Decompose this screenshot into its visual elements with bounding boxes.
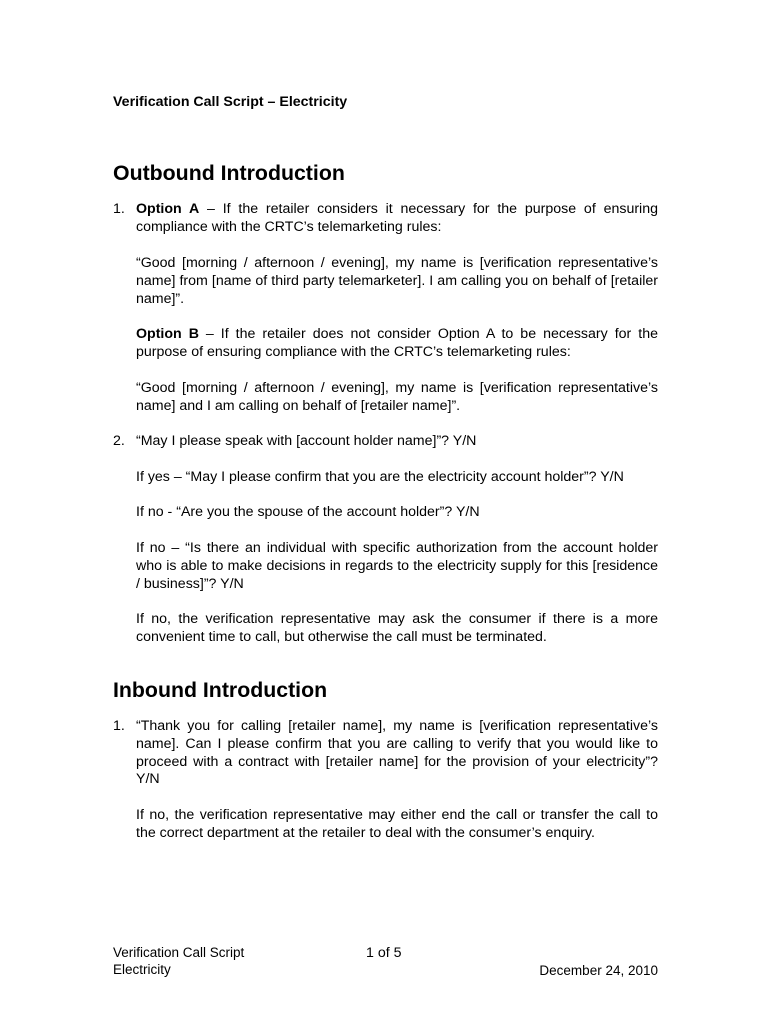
option-a-quote: “Good [morning / afternoon / evening], my name is [verification representative’s name] from [name of third party telemarketer]. I am calling you on behalf of [retailer name]”. — [136, 255, 658, 307]
account-holder-question: “May I please speak with [account holder name]”? Y/N — [136, 433, 477, 449]
inbound-if-no-paragraph: If no, the verification representative may either end the call or transfer the call to the correct department at the retailer to deal with the consumer’s enquiry. — [136, 807, 658, 841]
if-yes-paragraph: If yes – “May I please confirm that you are the electricity account holder”? Y/N — [136, 469, 624, 485]
footer-doc-name — [113, 944, 244, 978]
list-number: 1. — [113, 718, 125, 734]
footer-doc-name-line1: Verification Call Script — [113, 945, 245, 960]
list-number: 1. — [113, 201, 125, 217]
inbound-quote: “Thank you for calling [retailer name], my name is [verification representative’s name]. Can I please confirm that you are calling to verify that you would like to proceed with a contract with [retailer name] for the provision of your electricity”? Y/N — [136, 718, 658, 788]
option-b-label: Option B — [136, 326, 199, 342]
footer-date: December 24, 2010 — [539, 963, 658, 978]
option-b-quote: “Good [morning / afternoon / evening], my name is [verification representative’s name] and I am calling on behalf of [retailer name]”. — [136, 380, 658, 414]
option-b-paragraph — [136, 326, 658, 362]
outbound-heading: Outbound Introduction — [113, 161, 345, 185]
option-a-label: Option A — [136, 201, 200, 217]
inbound-heading: Inbound Introduction — [113, 678, 328, 702]
option-b-text: – If the retailer does not consider Option A to be necessary for the purpose of ensuring compliance with the CRTC’s telemarketing rules: — [136, 326, 658, 360]
if-no-terminate-paragraph: If no, the verification representative may ask the consumer if there is a more convenient time to call, but otherwise the call must be terminated. — [136, 611, 658, 645]
footer-doc-name-line2: Electricity — [113, 962, 171, 977]
page-number: 1 of 5 — [366, 945, 402, 961]
document-title: Verification Call Script – Electricity — [113, 94, 348, 110]
if-no-authorized-paragraph: If no – “Is there an individual with specific authorization from the account holder who is able to make decisions in regards to the electricity supply for this [residence / business]”? Y/N — [136, 540, 658, 592]
option-a-text: – If the retailer considers it necessary for the purpose of ensuring compliance with the CRTC’s telemarketing rules: — [136, 201, 658, 235]
if-no-spouse-paragraph: If no - “Are you the spouse of the account holder”? Y/N — [136, 504, 480, 520]
option-a-paragraph — [136, 201, 658, 237]
list-number: 2. — [113, 433, 125, 449]
